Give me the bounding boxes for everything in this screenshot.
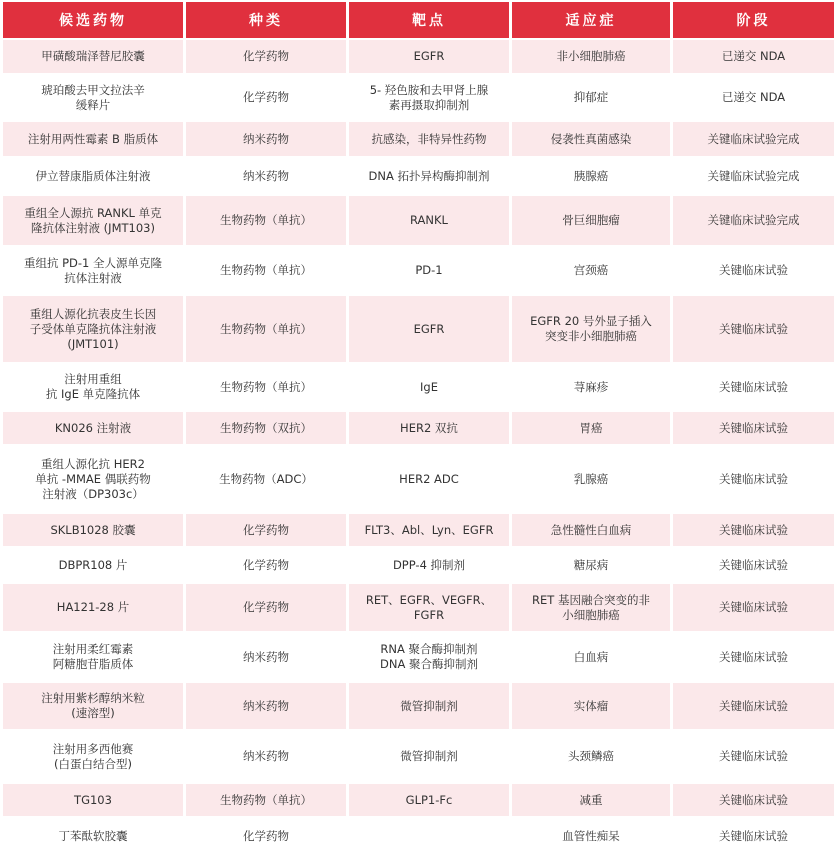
cell-indication: EGFR 20 号外显子插入 突变非小细胞肺癌	[512, 296, 670, 362]
cell-candidate-drug: 重组全人源抗 RANKL 单克 隆抗体注射液 (JMT103)	[3, 196, 183, 245]
cell-target: RANKL	[349, 196, 509, 245]
header-target: 靶点	[349, 2, 509, 38]
cell-stage: 已递交 NDA	[673, 40, 834, 73]
cell-type: 化学药物	[186, 548, 346, 582]
cell-indication: 头颈鳞癌	[512, 731, 670, 782]
cell-target: PD-1	[349, 247, 509, 294]
cell-type: 纳米药物	[186, 633, 346, 681]
cell-candidate-drug: 注射用两性霉素 B 脂质体	[3, 122, 183, 156]
cell-stage: 关键临床试验	[673, 364, 834, 410]
header-indication: 适应症	[512, 2, 670, 38]
header-type: 种类	[186, 2, 346, 38]
cell-indication: 荨麻疹	[512, 364, 670, 410]
cell-type: 化学药物	[186, 584, 346, 631]
cell-stage: 关键临床试验	[673, 584, 834, 631]
cell-target: DPP-4 抑制剂	[349, 548, 509, 582]
cell-stage: 关键临床试验	[673, 633, 834, 681]
cell-target: IgE	[349, 364, 509, 410]
cell-indication: RET 基因融合突变的非 小细胞肺癌	[512, 584, 670, 631]
table-row	[0, 818, 837, 856]
table-row	[0, 296, 837, 364]
cell-target: 5- 羟色胺和去甲肾上腺 素再摄取抑制剂	[349, 75, 509, 120]
cell-indication: 乳腺癌	[512, 446, 670, 512]
cell-type: 纳米药物	[186, 683, 346, 729]
cell-stage: 已递交 NDA	[673, 75, 834, 120]
cell-indication: 实体瘤	[512, 683, 670, 729]
cell-target: GLP1-Fc	[349, 784, 509, 816]
cell-candidate-drug: DBPR108 片	[3, 548, 183, 582]
cell-stage: 关键临床试验	[673, 412, 834, 444]
header-stage: 阶段	[673, 2, 834, 38]
cell-indication: 非小细胞肺癌	[512, 40, 670, 73]
cell-stage: 关键临床试验	[673, 818, 834, 854]
cell-target: HER2 双抗	[349, 412, 509, 444]
cell-stage: 关键临床试验	[673, 731, 834, 782]
cell-indication: 宫颈癌	[512, 247, 670, 294]
cell-type: 生物药物（双抗）	[186, 412, 346, 444]
cell-target: HER2 ADC	[349, 446, 509, 512]
table-row	[0, 247, 837, 296]
cell-indication: 胰腺癌	[512, 158, 670, 194]
cell-target: DNA 拓扑异构酶抑制剂	[349, 158, 509, 194]
cell-candidate-drug: 重组人源化抗 HER2 单抗 -MMAE 偶联药物 注射液（DP303c）	[3, 446, 183, 512]
cell-target: 微管抑制剂	[349, 731, 509, 782]
cell-type: 生物药物（单抗）	[186, 364, 346, 410]
table-row	[0, 548, 837, 584]
cell-type: 化学药物	[186, 514, 346, 546]
cell-indication: 急性髓性白血病	[512, 514, 670, 546]
cell-target: RNA 聚合酶抑制剂 DNA 聚合酶抑制剂	[349, 633, 509, 681]
cell-candidate-drug: TG103	[3, 784, 183, 816]
table-row	[0, 633, 837, 683]
cell-indication: 抑郁症	[512, 75, 670, 120]
cell-indication: 减重	[512, 784, 670, 816]
table-row	[0, 584, 837, 633]
cell-candidate-drug: 丁苯酞软胶囊	[3, 818, 183, 854]
table-header	[0, 0, 837, 40]
cell-type: 化学药物	[186, 40, 346, 73]
cell-target: EGFR	[349, 296, 509, 362]
table-row	[0, 75, 837, 122]
cell-type: 生物药物（ADC）	[186, 446, 346, 512]
cell-type: 化学药物	[186, 75, 346, 120]
cell-candidate-drug: 琥珀酸去甲文拉法辛 缓释片	[3, 75, 183, 120]
cell-stage: 关键临床试验完成	[673, 122, 834, 156]
header-candidate-drug: 候选药物	[3, 2, 183, 38]
cell-candidate-drug: 注射用多西他赛 (白蛋白结合型)	[3, 731, 183, 782]
cell-candidate-drug: 注射用紫杉醇纳米粒 (速溶型)	[3, 683, 183, 729]
cell-indication: 血管性痴呆	[512, 818, 670, 854]
cell-candidate-drug: 伊立替康脂质体注射液	[3, 158, 183, 194]
cell-candidate-drug: HA121-28 片	[3, 584, 183, 631]
cell-candidate-drug: SKLB1028 胶囊	[3, 514, 183, 546]
table-row	[0, 514, 837, 548]
cell-stage: 关键临床试验完成	[673, 196, 834, 245]
table-row	[0, 364, 837, 412]
cell-candidate-drug: 注射用柔红霉素 阿糖胞苷脂质体	[3, 633, 183, 681]
cell-indication: 胃癌	[512, 412, 670, 444]
table-row	[0, 683, 837, 731]
table-row	[0, 158, 837, 196]
cell-stage: 关键临床试验	[673, 446, 834, 512]
cell-type: 纳米药物	[186, 158, 346, 194]
cell-type: 化学药物	[186, 818, 346, 854]
table-row	[0, 40, 837, 75]
cell-stage: 关键临床试验	[673, 784, 834, 816]
table-row	[0, 446, 837, 514]
cell-candidate-drug: 甲磺酸瑞泽替尼胶囊	[3, 40, 183, 73]
cell-target: FLT3、Abl、Lyn、EGFR	[349, 514, 509, 546]
cell-type: 生物药物（单抗）	[186, 196, 346, 245]
cell-target: RET、EGFR、VEGFR、 FGFR	[349, 584, 509, 631]
table-row	[0, 412, 837, 446]
cell-indication: 侵袭性真菌感染	[512, 122, 670, 156]
table-row	[0, 122, 837, 158]
cell-stage: 关键临床试验	[673, 296, 834, 362]
cell-target: 微管抑制剂	[349, 683, 509, 729]
cell-candidate-drug: 重组抗 PD-1 全人源单克隆 抗体注射液	[3, 247, 183, 294]
cell-type: 生物药物（单抗）	[186, 247, 346, 294]
table-row	[0, 784, 837, 818]
cell-type: 纳米药物	[186, 122, 346, 156]
cell-type: 生物药物（单抗）	[186, 784, 346, 816]
cell-stage: 关键临床试验完成	[673, 158, 834, 194]
cell-indication: 骨巨细胞瘤	[512, 196, 670, 245]
cell-indication: 白血病	[512, 633, 670, 681]
table-row	[0, 196, 837, 247]
cell-stage: 关键临床试验	[673, 514, 834, 546]
cell-stage: 关键临床试验	[673, 683, 834, 729]
table-row	[0, 731, 837, 784]
cell-indication: 糖尿病	[512, 548, 670, 582]
cell-candidate-drug: 重组人源化抗表皮生长因 子受体单克隆抗体注射液 (JMT101)	[3, 296, 183, 362]
cell-stage: 关键临床试验	[673, 247, 834, 294]
cell-target: EGFR	[349, 40, 509, 73]
cell-candidate-drug: 注射用重组 抗 IgE 单克隆抗体	[3, 364, 183, 410]
cell-type: 生物药物（单抗）	[186, 296, 346, 362]
cell-target: 抗感染，非特异性药物	[349, 122, 509, 156]
cell-type: 纳米药物	[186, 731, 346, 782]
cell-target	[349, 818, 509, 854]
cell-candidate-drug: KN026 注射液	[3, 412, 183, 444]
cell-stage: 关键临床试验	[673, 548, 834, 582]
